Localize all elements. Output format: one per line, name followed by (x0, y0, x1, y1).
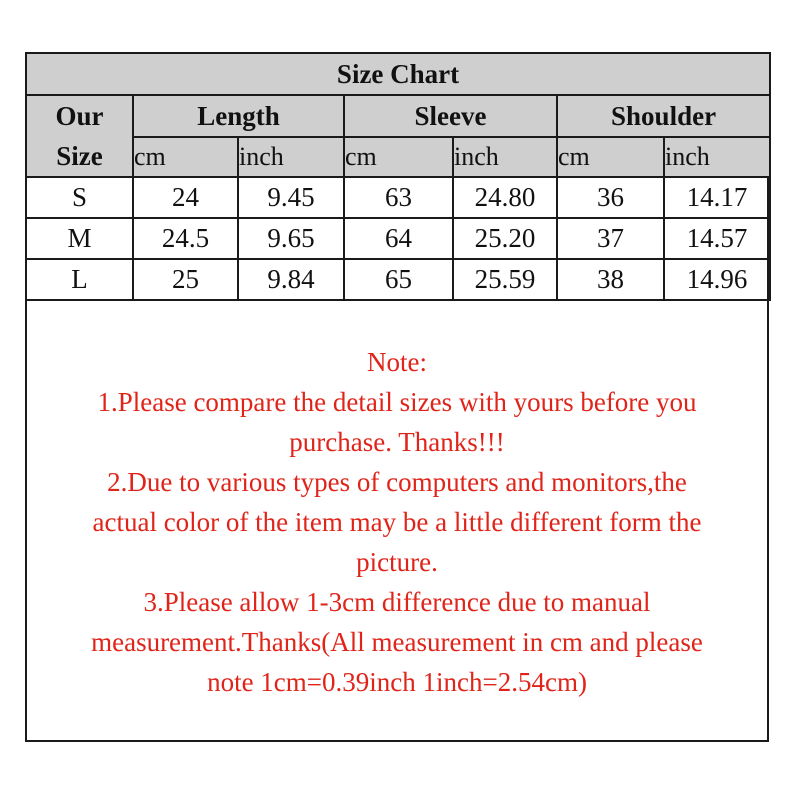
unit-header: inch (664, 137, 770, 177)
note-line: 1.Please compare the detail sizes with yours before you (97, 387, 697, 417)
size-label: M (26, 218, 133, 259)
table-cell: 14.57 (664, 218, 770, 259)
unit-header: cm (344, 137, 453, 177)
table-cell: 14.17 (664, 177, 770, 218)
note-line: 3.Please allow 1-3cm difference due to manual (143, 587, 651, 617)
table-row (26, 177, 770, 218)
table-cell: 9.65 (238, 218, 344, 259)
unit-header: cm (133, 137, 238, 177)
table-cell: 36 (557, 177, 664, 218)
unit-header: inch (238, 137, 344, 177)
table-cell: 25 (133, 259, 238, 300)
length-header: Length (133, 95, 344, 137)
chart-title: Size Chart (26, 53, 770, 95)
table-cell: 25.59 (453, 259, 557, 300)
unit-header: inch (453, 137, 557, 177)
size-label: L (26, 259, 133, 300)
table-cell: 25.20 (453, 218, 557, 259)
table-cell: 38 (557, 259, 664, 300)
group-header-row (26, 95, 770, 137)
table-cell: 24.5 (133, 218, 238, 259)
note-block (27, 342, 767, 702)
table-row (26, 259, 770, 300)
table-cell: 24.80 (453, 177, 557, 218)
table-cell: 9.84 (238, 259, 344, 300)
table-cell: 65 (344, 259, 453, 300)
unit-header: cm (557, 137, 664, 177)
note-line: measurement.Thanks(All measurement in cm and please (91, 627, 703, 657)
table-cell: 14.96 (664, 259, 770, 300)
size-column-header (26, 95, 133, 177)
note-heading: Note: (367, 347, 427, 377)
unit-header-row (26, 137, 770, 177)
size-header-line-2: Size (56, 141, 103, 171)
table-cell: 63 (344, 177, 453, 218)
table-cell: 24 (133, 177, 238, 218)
size-chart-table (25, 52, 771, 301)
table-cell: 37 (557, 218, 664, 259)
note-line: note 1cm=0.39inch 1inch=2.54cm) (207, 667, 587, 697)
size-label: S (26, 177, 133, 218)
note-line: 2.Due to various types of computers and monitors,the (107, 467, 687, 497)
table-cell: 9.45 (238, 177, 344, 218)
note-line: picture. (356, 547, 438, 577)
size-header-line-1: Our (55, 101, 104, 131)
shoulder-header: Shoulder (557, 95, 770, 137)
note-line: actual color of the item may be a little different form the (92, 507, 702, 537)
sleeve-header: Sleeve (344, 95, 557, 137)
title-row (26, 53, 770, 95)
table-cell: 64 (344, 218, 453, 259)
note-line: purchase. Thanks!!! (289, 427, 505, 457)
table-row (26, 218, 770, 259)
